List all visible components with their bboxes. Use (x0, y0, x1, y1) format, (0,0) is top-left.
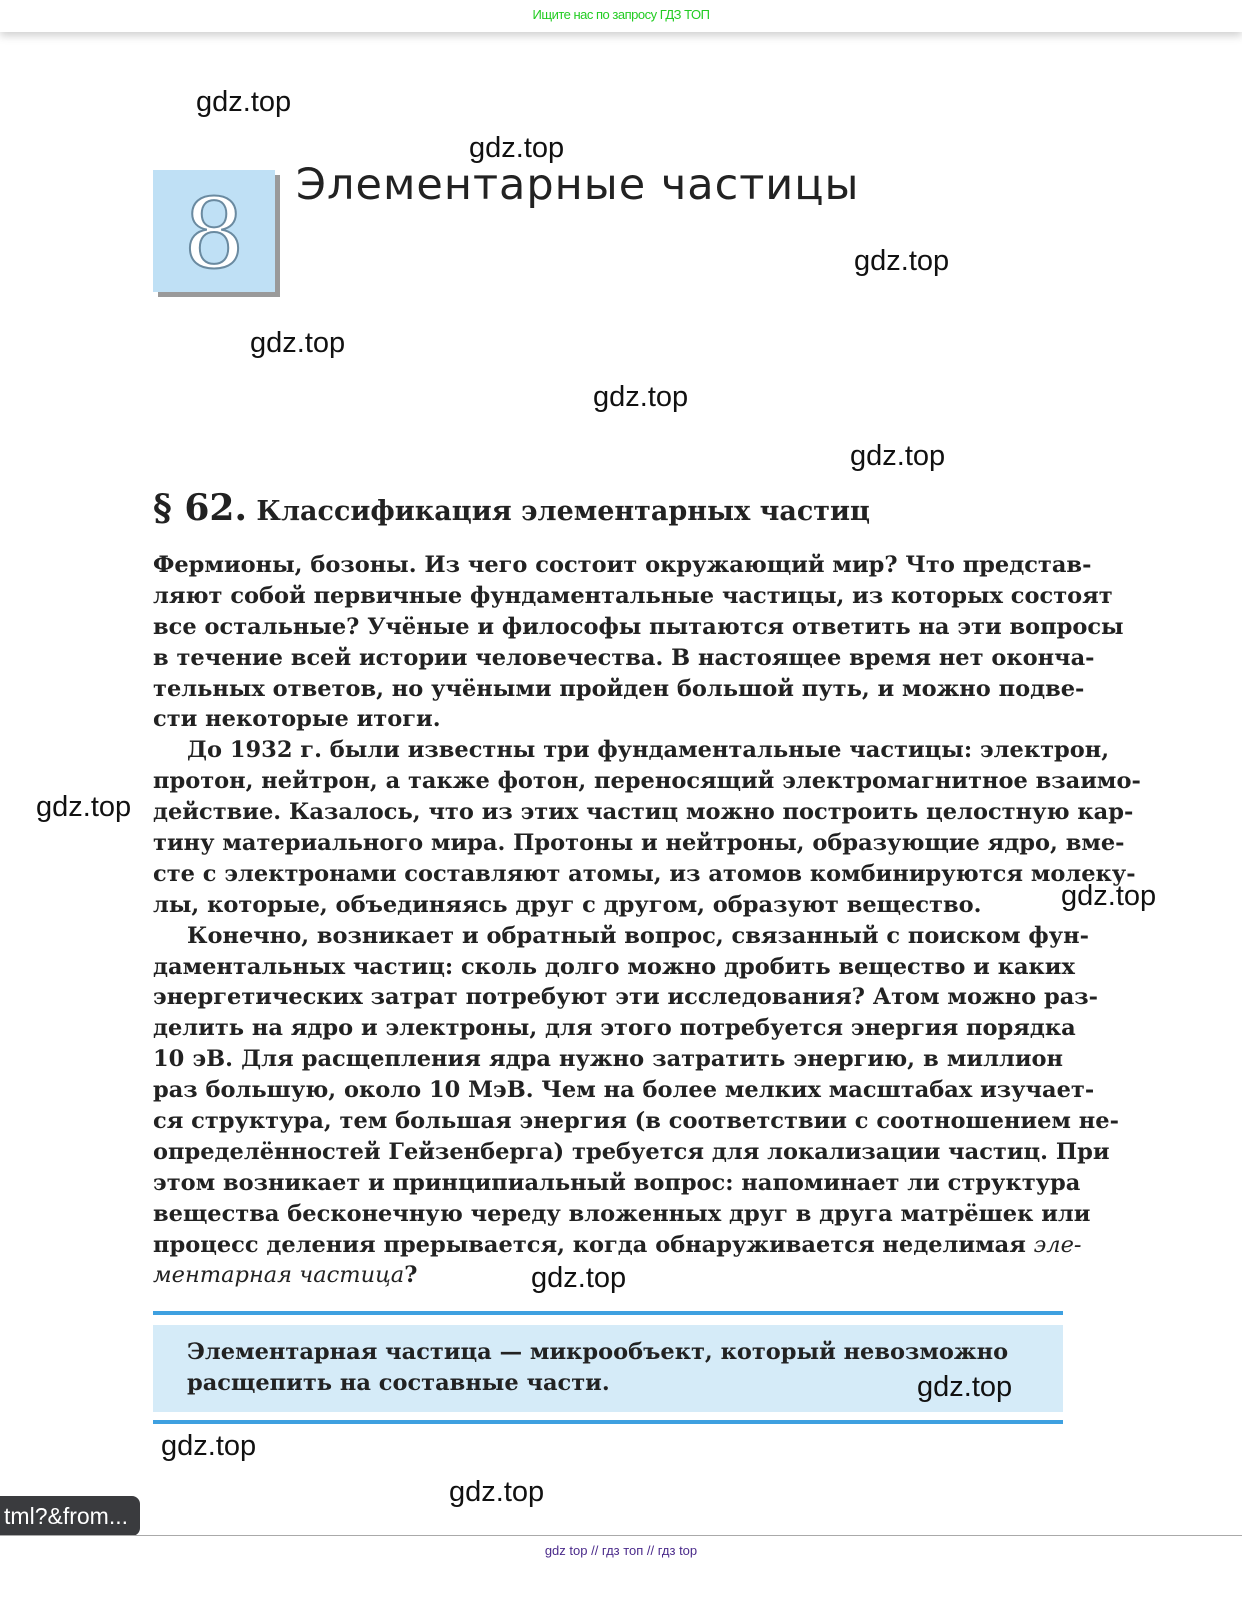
banner-text: Ищите нас по запросу ГДЗ ТОП (532, 7, 710, 22)
chapter-number: 8 (183, 178, 245, 290)
definition-border-bottom (153, 1420, 1063, 1424)
text-line: определённостей Гейзенберга) требуется для локализации частиц. При (153, 1138, 1110, 1165)
text-line: этом возникает и принципиальный вопрос: напоминает ли структура (153, 1169, 1081, 1196)
italic-term: эле- (1033, 1231, 1082, 1258)
text-line: тину материального мира. Протоны и нейтроны, образующие ядро, вме- (153, 830, 1125, 857)
text-line: Из чего состоит окружающий мир? Что представ- (416, 552, 1092, 578)
footer-links[interactable]: gdz top // гдз топ // гдз top (544, 1543, 698, 1558)
text-line: процесс деления прерывается, когда обнаруживается неделимая (153, 1231, 1034, 1258)
text-line: энергетических затрат потребуют эти исследования? Атом можно раз- (153, 984, 1098, 1011)
footer-divider (0, 1535, 1242, 1536)
text-line: делить на ядро и электроны, для этого потребуется энергия порядка (153, 1015, 1076, 1042)
watermark: gdz.top (36, 791, 132, 823)
definition-text: Элементарная частица — микрообъект, который невозможно расщепить на составные части. (187, 1339, 1009, 1396)
text-line: все остальные? Учёные и философы пытаются ответить на эти вопросы (153, 613, 1124, 640)
text-line: ся структура, тем большая энергия (в соответствии с соотношением не- (153, 1108, 1119, 1135)
text-line: вещества бесконечную череду вложенных друг в друга матрёшек или (153, 1200, 1091, 1227)
text-line: ляют собой первичные фундаментальные частицы, из которых состоят (153, 582, 1113, 609)
section-number: § 62. (153, 487, 247, 529)
definition-border-top (153, 1311, 1063, 1315)
text-line: ? (404, 1262, 418, 1289)
text-line: До 1932 г. были известны три фундаментальные частицы: электрон, (187, 737, 1110, 764)
section-heading (153, 487, 870, 529)
watermark: gdz.top (854, 245, 950, 277)
watermark: gdz.top (161, 1430, 257, 1462)
text-line: в течение всей истории человечества. В настоящее время нет оконча- (153, 644, 1095, 671)
text-line: тельных ответов, но учёными пройден большой путь, и можно подве- (153, 675, 1085, 702)
chapter-number-box (153, 170, 275, 292)
top-banner (0, 0, 1242, 32)
text-line: сти некоторые итоги. (153, 706, 441, 733)
watermark: gdz.top (250, 327, 346, 359)
chapter-title: Элементарные частицы (296, 160, 860, 210)
text-line: даментальных частиц: сколь долго можно дробить вещество и каких (153, 953, 1075, 980)
watermark: gdz.top (1061, 880, 1157, 912)
text-line: протон, нейтрон, а также фотон, переносящий электромагнитное взаимо- (153, 768, 1141, 795)
text-line: 10 эВ. Для расщепления ядра нужно затратить энергию, в миллион (153, 1046, 1063, 1073)
italic-term: ментарная частица (153, 1262, 405, 1289)
paragraph-lead: Фермионы, бозоны. (153, 552, 417, 578)
watermark: gdz.top (917, 1371, 1013, 1403)
text-line: лы, которые, объединяясь друг с другом, образуют вещество. (153, 891, 982, 918)
section-title: Классификация элементарных частиц (256, 496, 870, 527)
text-line: действие. Казалось, что из этих частиц можно построить целостную кар- (153, 799, 1134, 826)
watermark: gdz.top (531, 1262, 627, 1294)
watermark: gdz.top (449, 1476, 545, 1508)
watermark: gdz.top (469, 132, 565, 164)
watermark: gdz.top (196, 86, 292, 118)
watermark: gdz.top (593, 381, 689, 413)
text-line: Конечно, возникает и обратный вопрос, связанный с поиском фун- (187, 922, 1089, 949)
text-line: раз большую, около 10 МэВ. Чем на более мелких масштабах изучает- (153, 1077, 1095, 1104)
watermark: gdz.top (850, 440, 946, 472)
text-line: сте с электронами составляют атомы, из атомов комбинируются молеку- (153, 860, 1136, 887)
url-tooltip: tml?&from... (0, 1496, 140, 1536)
